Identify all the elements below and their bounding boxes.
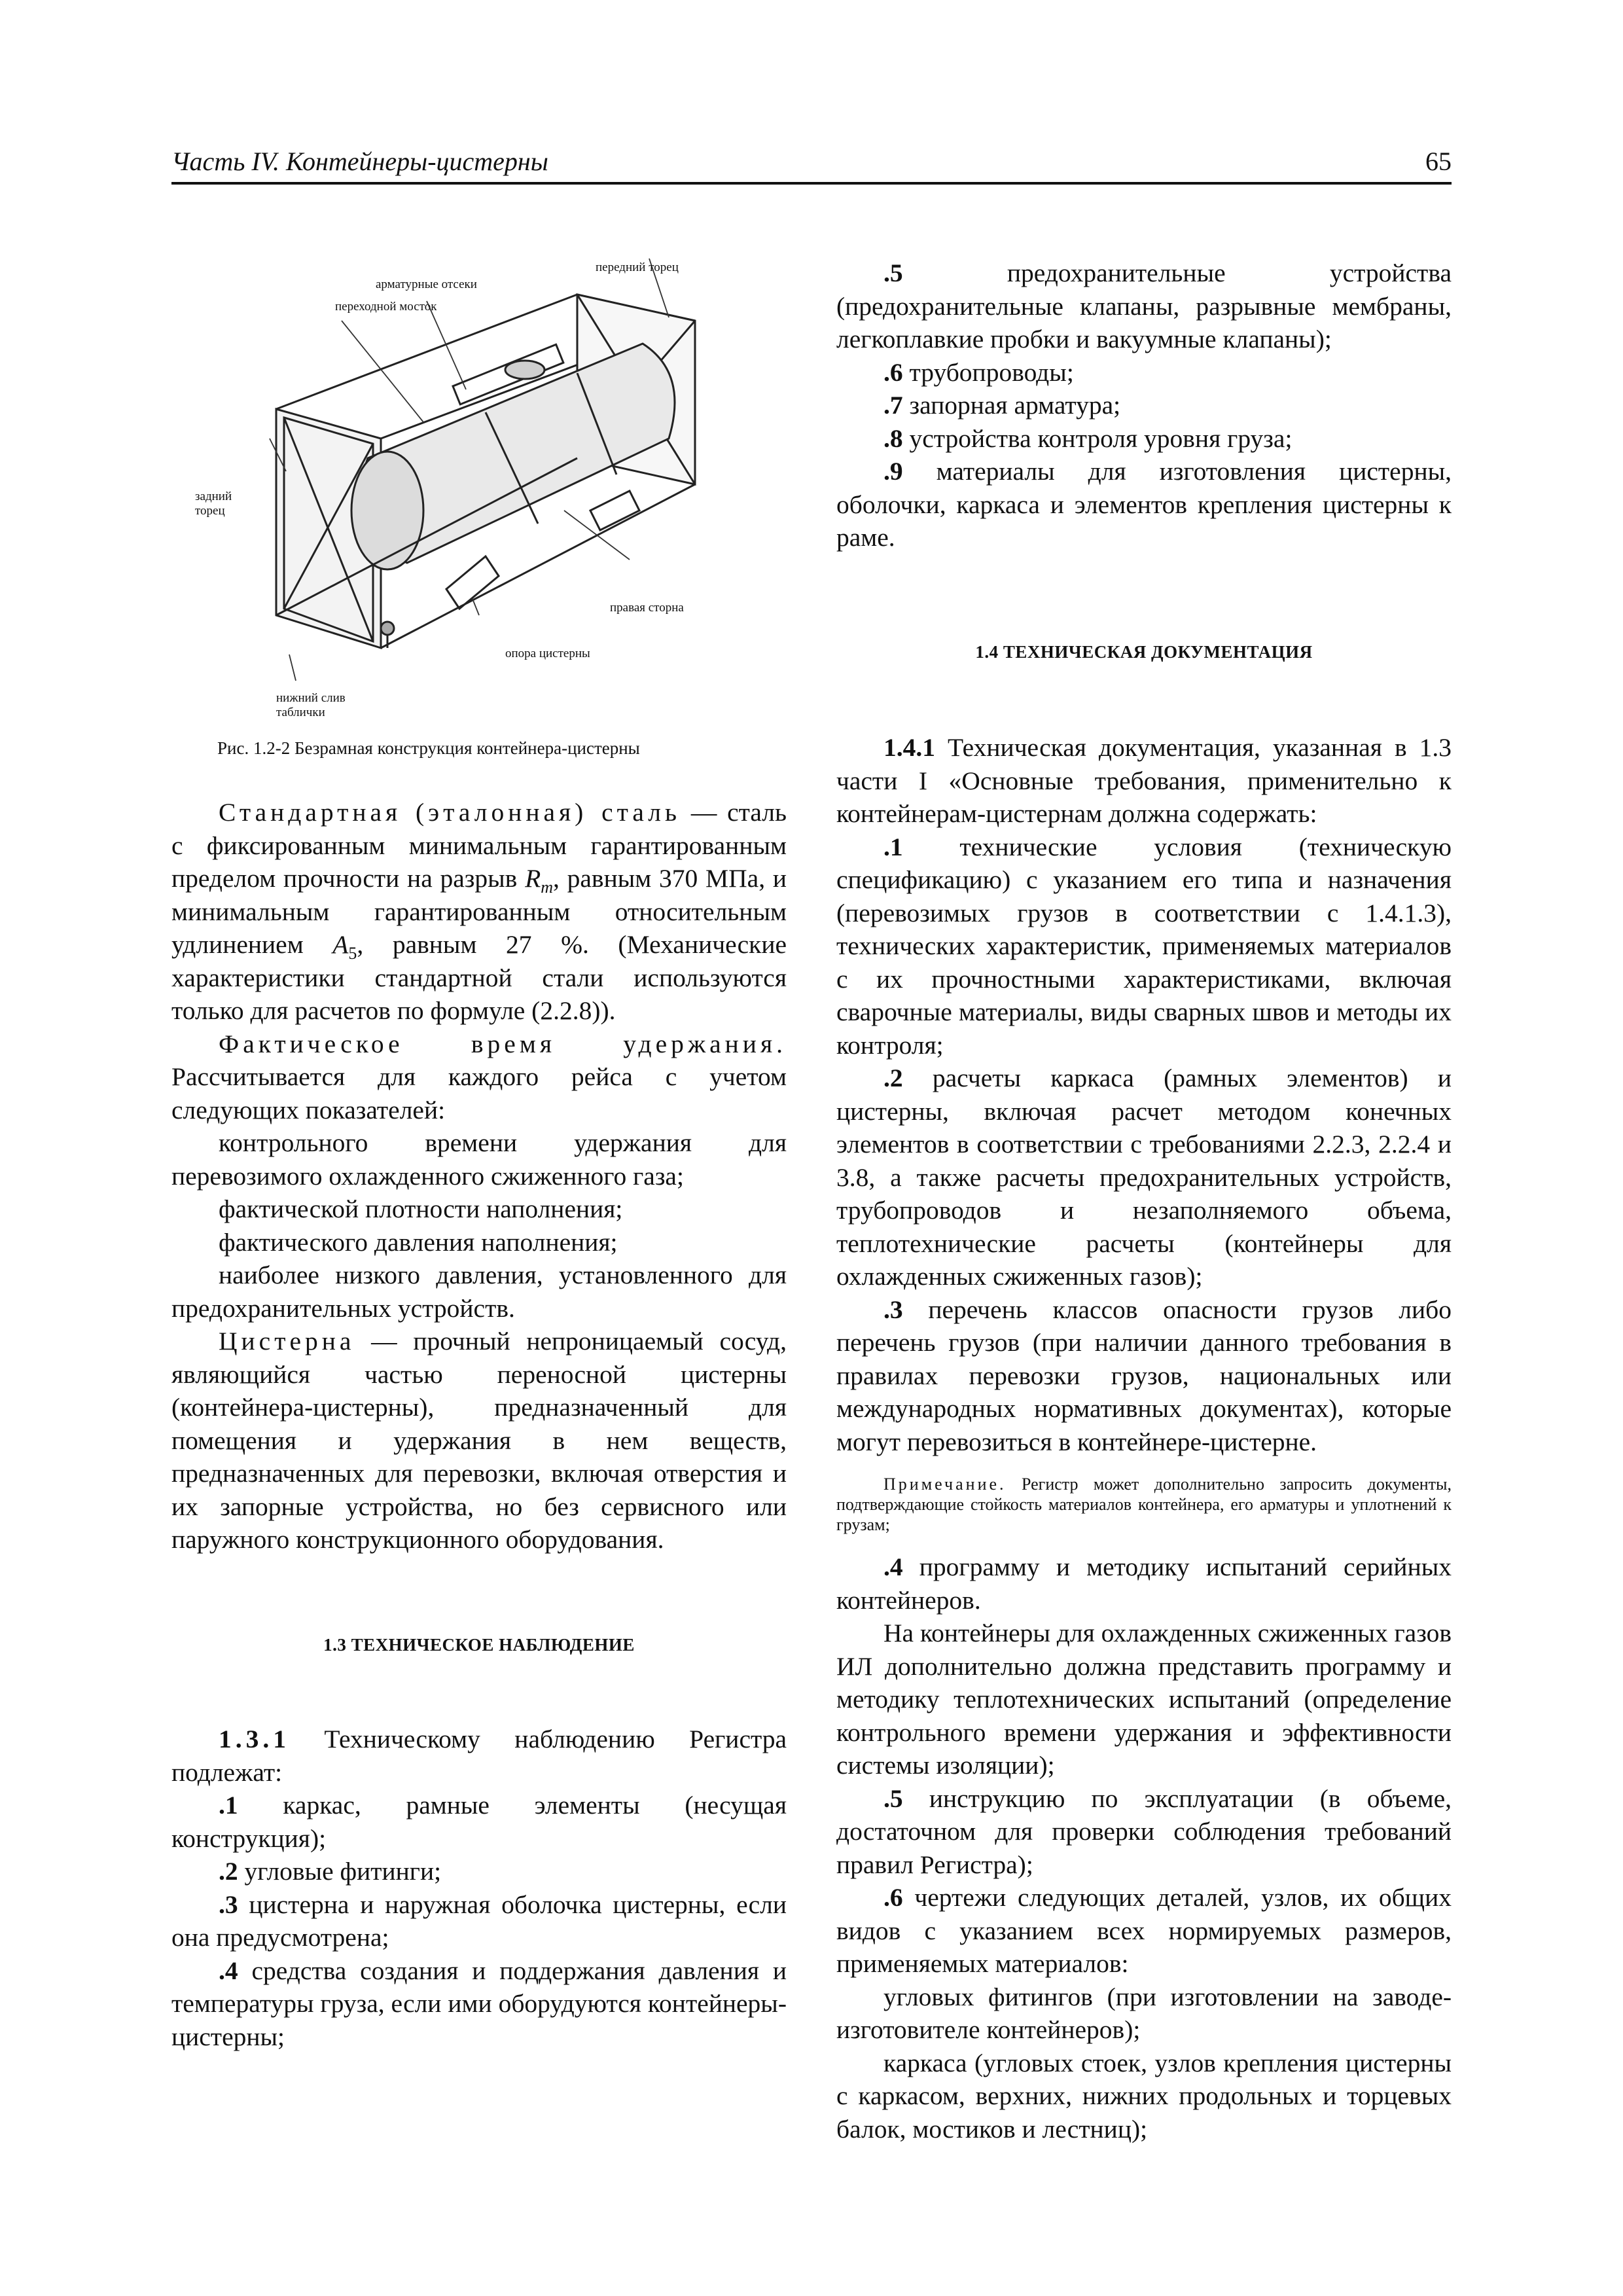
list-item <box>836 1881 1452 1981</box>
text: средства создания и поддержания давления и температуры груза, если ими оборудуются контейнеры-цистерны; <box>171 1956 787 2051</box>
note-text: Регистр может дополнительно запросить документы, подтверждающие стойкость материалов контейнера, его арматуры и уплотнений к грузам; <box>836 1475 1452 1534</box>
note-label: Примечание. <box>883 1475 1007 1494</box>
running-title: Часть IV. Контейнеры-цистерны <box>171 147 548 176</box>
term-tank: Цистерна <box>219 1327 355 1355</box>
symbol: R <box>525 864 541 893</box>
list-item: фактического давления наполнения; <box>219 1227 618 1257</box>
list-item: контрольного времени удержания для перевозимого охлажденного сжиженного газа; <box>171 1128 787 1191</box>
text: , равным 27 %. (Механические характеристики стандартной стали используются только для расчетов по формуле (2.2.8)). <box>171 930 787 1025</box>
item-number: .3 <box>883 1295 903 1324</box>
list-item <box>836 1293 1452 1459</box>
text: каркас, рамные элементы (несущая конструкция); <box>171 1791 787 1853</box>
label-bottom-drain: нижний слив <box>276 691 346 705</box>
text: трубопроводы; <box>902 357 1074 387</box>
sub-item: угловых фитингов (при изготовлении на заводе-изготовителе контейнеров); <box>836 1982 1452 2044</box>
label-support: опора цистерны <box>505 647 590 660</box>
item-number: .2 <box>883 1064 903 1092</box>
text: материалы для изготовления цистерны, оболочки, каркаса и элементов крепления цистерны к раме. <box>836 457 1452 552</box>
tank-container-figure <box>171 223 787 733</box>
item-number: .6 <box>883 357 903 387</box>
item-number: .5 <box>883 259 903 287</box>
page-number: 65 <box>1425 147 1452 176</box>
item-number: .4 <box>883 1552 903 1581</box>
item-number: .6 <box>883 1883 903 1912</box>
clause-1-3-1 <box>171 1723 787 1789</box>
term-standard-steel: Стандартная (эталонная) сталь <box>219 798 681 827</box>
term-holding-time: Фактическое время удержания. <box>219 1029 787 1058</box>
list-item <box>836 356 1452 389</box>
text: технические условия (техническую спецификацию) с указанием его типа и назначения (перевозимых грузов в соответствии с 1.4.1.3), технических характеристик, применяемых материалов с их прочностными характеристиками, включая сварочные материалы, виды сварных швов и методы их контроля; <box>836 832 1452 1060</box>
text: — прочный непроницаемый сосуд, являющийся частью переносной цистерны (контейнера-цистерны), предназначенный для помещения и удержания в нем веществ, предназначенных для перевозки, включая отверстия и их запорные устройства, но без сервисного или паружного конструкционного оборудования. <box>171 1327 787 1554</box>
section-heading-1-4: 1.4 ТЕХНИЧЕСКАЯ ДОКУМЕНТАЦИЯ <box>975 641 1313 662</box>
item-number: .7 <box>883 391 903 420</box>
list-item <box>836 422 1452 456</box>
clause-number: 1.4.1 <box>883 733 935 762</box>
text: запорная арматура; <box>902 391 1121 420</box>
list-item: наиболее низкого давления, установленного для предохранительных устройств. <box>171 1261 787 1323</box>
text: программу и методику испытаний серийных контейнеров. <box>836 1552 1452 1615</box>
text: устройства контроля уровня груза; <box>902 423 1293 453</box>
subscript: 5 <box>348 943 357 963</box>
label-right-side: правая сторна <box>610 601 684 615</box>
text: чертежи следующих деталей, узлов, их общих видов с указанием всех нормируемых размеров, применяемых материалов: <box>836 1883 1452 1978</box>
text: перечень классов опасности грузов либо перечень грузов (при наличии данного требования в правилах перевозки грузов, национальных или международных нормативных документах), которые могут перевозиться в контейнере-цистерне. <box>836 1295 1452 1456</box>
symbol: A <box>332 930 349 959</box>
text: инструкцию по эксплуатации (в объеме, достаточном для проверки соблюдения требований правил Регистра); <box>836 1784 1452 1879</box>
note <box>836 1474 1452 1535</box>
text: Техническому наблюдению Регистра подлежат: <box>171 1725 787 1787</box>
list-item <box>836 1551 1452 1617</box>
clause-number: 1.3.1 <box>219 1725 290 1753</box>
item-number: .9 <box>883 457 903 486</box>
left-column <box>171 223 787 2053</box>
list-item <box>836 1782 1452 1882</box>
text: угловые фитинги; <box>238 1857 442 1886</box>
list-item <box>836 257 1452 356</box>
definition-holding-time <box>171 1028 787 1127</box>
text: цистерна и наружная оболочка цистерны, если она предусмотрена; <box>171 1890 787 1952</box>
definition-tank <box>171 1325 787 1556</box>
list-item <box>836 455 1452 554</box>
label-rear-end-1: задний <box>195 490 232 503</box>
label-front-end: передний торец <box>596 260 679 274</box>
label-fittings: арматурные отсеки <box>376 278 477 291</box>
subscript: m <box>541 877 553 897</box>
list-item <box>171 1888 787 1954</box>
text: сталь с фиксированным минимальным гарантированным пределом прочности на разрыв <box>171 798 787 893</box>
text: предохранительные устройства (предохранительные клапаны, разрывные мембраны, легкоплавкие пробки и вакуумные клапаны); <box>836 259 1452 353</box>
list-item <box>836 831 1452 1062</box>
paragraph-lng: На контейнеры для охлажденных сжиженных газов ИЛ дополнительно должна представить программу и методику теплотехнических испытаний (определение контрольного времени удержания и эффективности системы изоляции); <box>836 1619 1452 1780</box>
item-number: .1 <box>883 832 903 861</box>
label-plates: таблички <box>276 706 325 719</box>
item-number: .8 <box>883 423 903 453</box>
list-item: фактической плотности наполнения; <box>219 1194 623 1223</box>
running-header <box>171 143 1452 185</box>
item-number: .4 <box>219 1956 238 1985</box>
figure-caption: Рис. 1.2-2 Безрамная конструкция контейнера-цистерны <box>217 738 640 758</box>
list-item <box>836 1062 1452 1293</box>
right-column <box>836 257 1452 2145</box>
definition-standard-steel <box>171 796 787 1028</box>
item-number: .3 <box>219 1890 238 1919</box>
sub-item: каркаса (угловых стоек, узлов крепления цистерны с каркасом, верхних, нижних продольных и торцевых балок, мостиков и лестниц); <box>836 2048 1452 2144</box>
text: Техническая документация, указанная в 1.3 части I «Основные требования, применительно к контейнерам-цистернам должна содержать: <box>836 733 1452 828</box>
item-number: .2 <box>219 1857 238 1886</box>
list-item <box>171 1789 787 1855</box>
list-item <box>836 389 1452 422</box>
text: , равным 370 МПа, и минимальным гарантированным относительным удлинением <box>171 864 787 959</box>
text: Рассчитывается для каждого рейса с учетом следующих показателей: <box>171 1062 787 1124</box>
section-heading-1-3: 1.3 ТЕХНИЧЕСКОЕ НАБЛЮДЕНИЕ <box>323 1634 635 1655</box>
label-walkway: переходной мосток <box>335 300 437 314</box>
dash: — <box>681 798 728 827</box>
item-number: .5 <box>883 1784 903 1813</box>
text: расчеты каркаса (рамных элементов) и цистерны, включая расчет методом конечных элементов в соответствии с требованиями 2.2.3, 2.2.4 и 3.8, а также расчеты предохранительных устройств, трубопроводов и незаполняемого объема, теплотехнические расчеты (контейнеры для охлажденных сжиженных газов); <box>836 1064 1452 1291</box>
list-item <box>171 1855 787 1888</box>
tank-container-drawing <box>171 223 787 733</box>
label-rear-end-2: торец <box>195 504 225 518</box>
list-item <box>171 1954 787 2054</box>
item-number: .1 <box>219 1791 238 1820</box>
clause-1-4-1 <box>836 731 1452 831</box>
